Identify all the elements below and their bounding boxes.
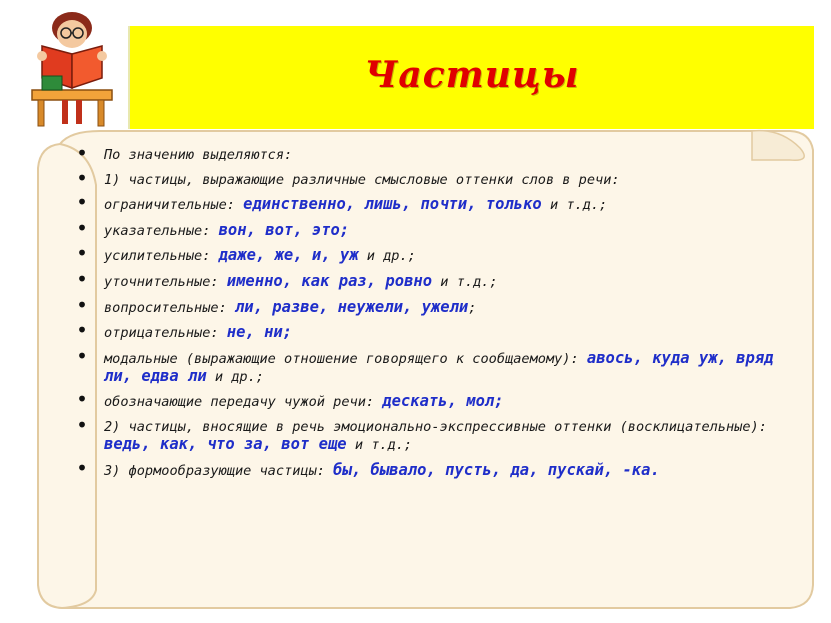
item-text: и т.д.; xyxy=(432,273,498,290)
particle-examples: не, ни; xyxy=(226,323,293,342)
particle-examples: именно, как раз, ровно xyxy=(226,271,433,290)
particle-examples: вон, вот, это; xyxy=(218,220,350,239)
item-text: По значению выделяются: xyxy=(104,147,293,163)
list-item xyxy=(74,299,804,317)
item-text: ограничительные: xyxy=(104,197,244,214)
item-text: 1) частицы, выражающие различные смысловые оттенки слов в речи: xyxy=(104,171,620,188)
list-item xyxy=(74,419,804,454)
title-banner xyxy=(128,26,814,129)
item-text: указательные: xyxy=(104,222,219,239)
item-text: усилительные: xyxy=(104,248,219,265)
item-text: модальные (выражающие отношение говорящего к сообщаемому): xyxy=(104,350,587,367)
list-item xyxy=(74,324,804,342)
item-text: отрицательные: xyxy=(104,325,227,342)
list-item xyxy=(74,172,804,189)
list-item xyxy=(74,222,804,240)
item-text: вопросительные: xyxy=(104,299,235,316)
item-text: и т.д.; xyxy=(541,197,608,214)
particle-examples: даже, же, и, уж xyxy=(218,246,359,265)
item-text: и др.; xyxy=(358,248,416,265)
list-item xyxy=(74,462,804,480)
item-text: и т.д.; xyxy=(346,436,413,453)
item-text: 2) частицы, вносящие в речь эмоционально-экспрессивные оттенки (восклицательные): xyxy=(104,418,767,435)
list-item xyxy=(74,393,804,411)
list-item xyxy=(74,273,804,291)
particle-examples: ли, разве, неужели, ужели xyxy=(234,297,469,316)
item-text: 3) формообразующие частицы: xyxy=(104,462,334,479)
list-item xyxy=(74,350,804,386)
item-text: ; xyxy=(468,299,477,316)
content-area xyxy=(74,147,804,487)
particle-examples: авось, куда уж, вряд ли, едва ли xyxy=(104,348,774,385)
student-reading-icon xyxy=(28,6,118,130)
page-title: Частицы xyxy=(364,54,580,96)
particle-examples: ведь, как, что за, вот еще xyxy=(104,434,347,453)
item-text: обозначающие передачу чужой речи: xyxy=(104,394,383,411)
item-text: уточнительные: xyxy=(104,273,227,290)
list-item xyxy=(74,196,804,214)
particle-list xyxy=(74,147,804,480)
list-item xyxy=(74,147,804,164)
particle-examples: единственно, лишь, почти, только xyxy=(243,195,542,214)
list-item xyxy=(74,247,804,265)
item-text: и др.; xyxy=(206,368,264,385)
particle-examples: бы, бывало, пусть, да, пускай, -ка. xyxy=(333,460,660,479)
particle-examples: дескать, мол; xyxy=(382,392,504,411)
